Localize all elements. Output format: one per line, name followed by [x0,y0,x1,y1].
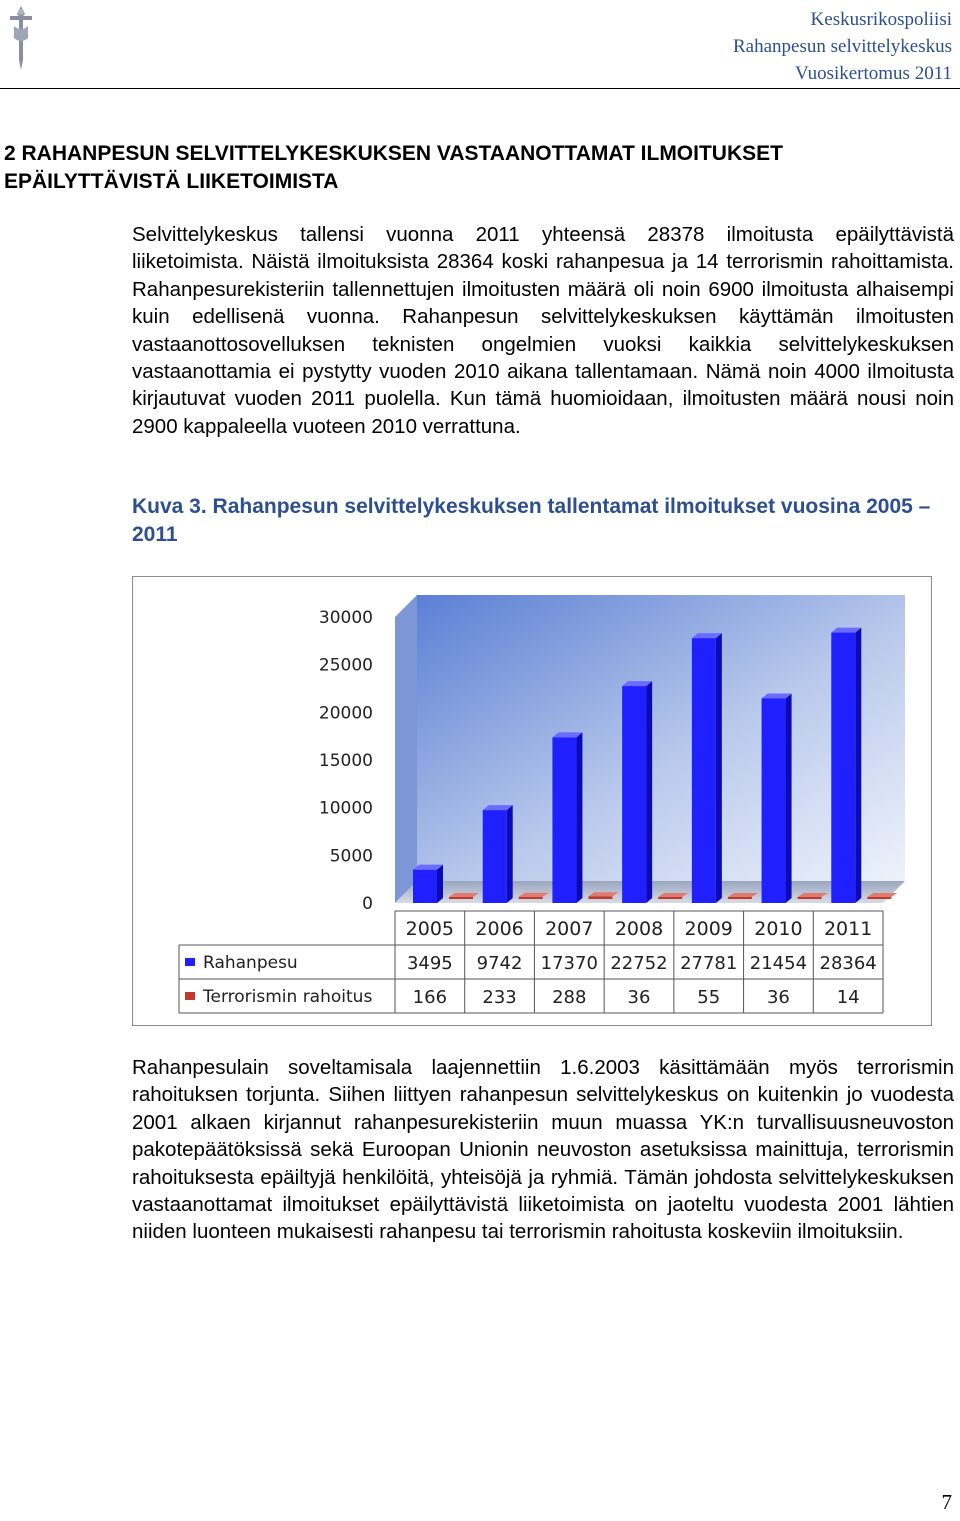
category-label: 2011 [823,918,873,940]
bar-rahanpesu [552,737,576,903]
data-label: 14 [836,987,860,1008]
bar-rahanpesu-side [716,633,722,903]
section-heading-line2: EPÄILYTTÄVISTÄ LIIKETOIMISTA [4,170,339,193]
category-label: 2007 [545,918,594,940]
bar-rahanpesu [692,638,716,903]
chart-side-wall [395,595,417,903]
bar-terrorismi [658,897,682,899]
category-label: 2009 [684,918,733,940]
category-label: 2006 [475,918,524,940]
bar-terrorismi [867,897,891,899]
bar-terrorismi [728,897,752,899]
bar-rahanpesu-side [507,805,513,903]
bar-rahanpesu [413,870,437,903]
bar-rahanpesu-side [855,628,861,903]
header-divider [0,88,960,89]
data-label: 36 [766,987,790,1008]
bar-terrorismi [798,897,822,899]
data-label: 22752 [610,953,668,974]
data-label: 17370 [540,953,598,974]
data-label: 55 [697,987,721,1008]
section-heading-line1: 2 RAHANPESUN SELVITTELYKESKUKSEN VASTAANOTTAMAT ILMOITUKSET [4,142,783,165]
header-report: Vuosikertomus 2011 [794,63,952,84]
bar-terrorismi [519,897,543,899]
header-unit: Rahanpesun selvittelykeskus [733,36,952,57]
bar-rahanpesu [762,698,786,903]
bar-rahanpesu-side [576,732,582,903]
y-tick-label: 10000 [318,798,373,819]
figure-caption: Kuva 3. Rahanpesun selvittelykeskuksen tallentamat ilmoitukset vuosina 2005 – 2011 [132,495,931,546]
data-label: 288 [552,987,587,1008]
data-label: 9742 [476,953,523,974]
report-header [733,6,952,87]
header-org: Keskusrikospoliisi [810,9,952,30]
data-label: 36 [627,987,651,1008]
data-label: 166 [412,987,448,1008]
data-label: 27781 [680,953,738,974]
category-label: 2010 [754,918,803,940]
data-label: 3495 [406,953,453,974]
data-label: 28364 [819,953,877,974]
data-label: 21454 [749,953,808,974]
bar-chart [132,576,932,1026]
y-tick-label: 0 [362,894,373,914]
paragraph-2: Rahanpesulain soveltamisala laajennettiin 1.6.2003 käsittämään myös terrorismin rahoituksen torjunta. Siihen liittyen rahanpesun selvittelykeskus on kuitenkin jo vuodesta 2001 alkaen kirjannut rahanpesurekisteriin muun muassa YK:n turvallisuusneuvoston pakotepäätöksissä sekä Euroopan Unionin neuvoston asetuksissa mainittuja, terrorismin rahoituksesta epäiltyjä henkilöitä, yhteisöjä ja ryhmiä. Tämän johdosta selvittelykeskuksen vastaanottamat ilmoitukset epäilyttävistä liiketoimista on jaoteltu vuodesta 2001 lähtien niiden luonteen mukaisesti rahanpesu tai terrorismin rahoitusta koskeviin ilmoituksiin. [132,1056,954,1244]
bar-rahanpesu-side [786,693,792,903]
category-label: 2005 [405,918,455,940]
bar-rahanpesu-side [646,681,652,903]
bar-rahanpesu [622,686,646,903]
legend-label: Rahanpesu [203,953,298,973]
bar-rahanpesu [483,810,507,903]
y-tick-label: 5000 [329,846,373,867]
bar-terrorismi [588,896,612,899]
section-heading [4,140,904,196]
y-tick-label: 15000 [318,751,373,771]
page-number: 7 [941,1490,952,1514]
legend-key [185,958,195,966]
bar-chart-svg [133,577,931,1025]
data-label: 233 [482,987,517,1008]
legend-label: Terrorismin rahoitus [203,987,373,1007]
bar-rahanpesu [831,633,855,903]
legend-key [185,992,195,1000]
category-label: 2008 [614,918,664,940]
y-tick-label: 30000 [318,608,373,628]
y-tick-label: 25000 [318,655,373,676]
y-tick-label: 20000 [318,703,373,724]
bar-terrorismi [449,897,473,899]
police-sword-emblem-icon [4,4,38,74]
bar-rahanpesu-side [437,865,443,903]
paragraph-1: Selvittelykeskus tallensi vuonna 2011 yhteensä 28378 ilmoitusta epäilyttävistä liiketoimista. Näistä ilmoituksista 28364 koski rahanpesua ja 14 terrorismin rahoittamista. Rahanpesurekisteriin tallennettujen ilmoitusten määrä oli noin 6900 ilmoitusta alhaisempi kuin edellisenä vuonna. Rahanpesun selvittelykeskuksen käyttämän ilmoitusten vastaanottosovelluksen teknisten ongelmien vuoksi kaikkia selvittelykeskuksen vastaanottamia ei pystytty vuoden 2010 aikana tallentamaan. Nämä noin 4000 ilmoitusta kirjautuvat vuoden 2011 puolella. Kun tämä huomioidaan, ilmoitusten määrä nousi noin 2900 kappaleella vuoteen 2010 verrattuna. [132,223,954,438]
